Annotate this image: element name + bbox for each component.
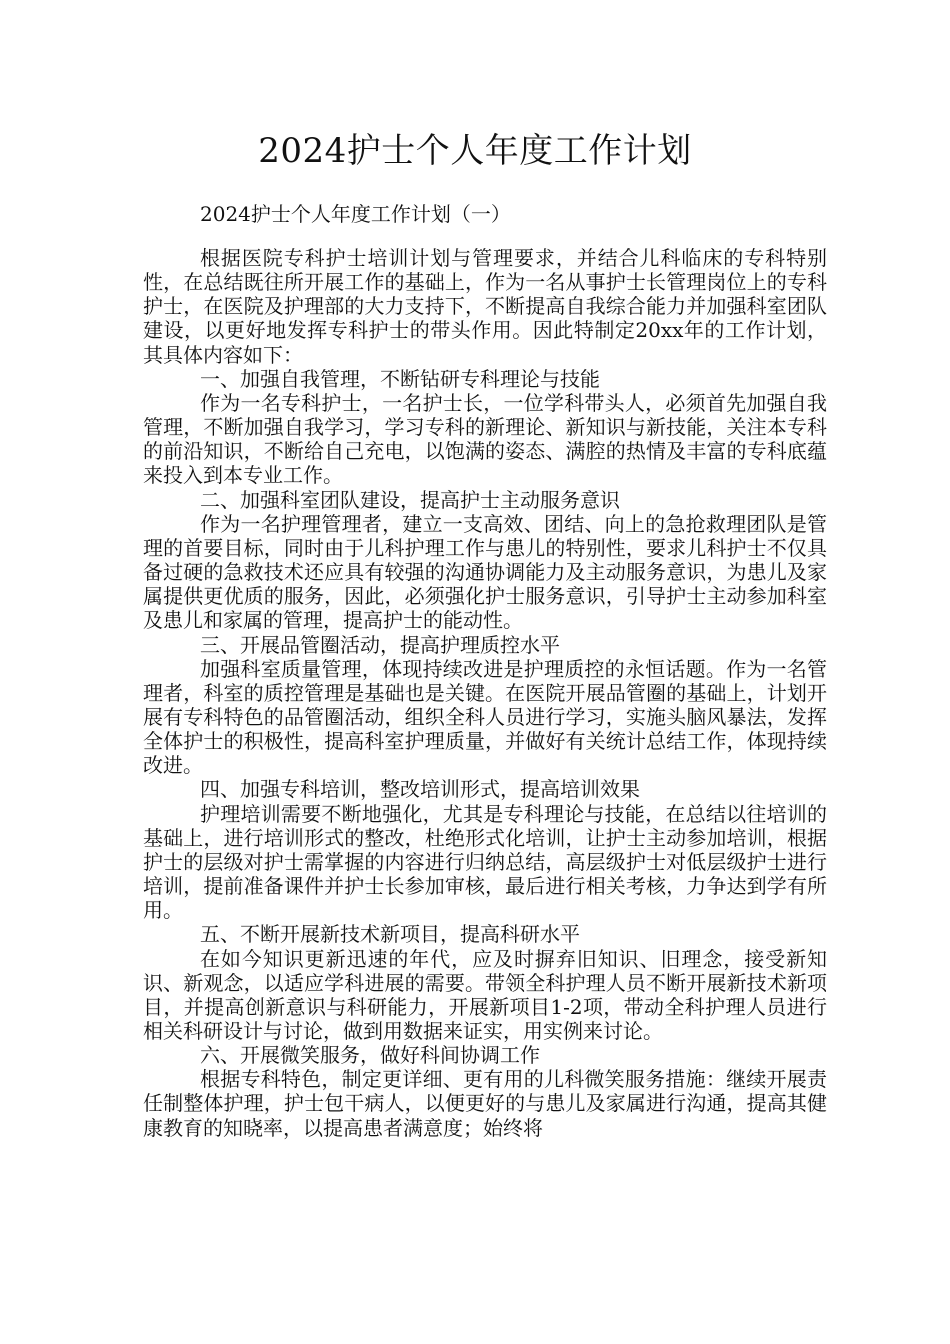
section-heading-5: 五、不断开展新技术新项目，提高科研水平 — [200, 922, 580, 947]
section-paragraph-6: 根据专科特色，制定更详细、更有用的儿科微笑服务措施：继续开展责任制整体护理，护士包干病人，以便更好的与患儿及家属进行沟通，提高其健康教育的知晓率，以提高患者满意度；始终将 — [143, 1067, 827, 1140]
section-heading-3: 三、开展品管圈活动，提高护理质控水平 — [200, 632, 560, 657]
section-paragraph-1: 作为一名专科护士，一名护士长，一位学科带头人，必须首先加强自我管理，不断加强自我学习，学习专科的新理论、新知识与新技能，关注本专科的前沿知识，不断给自己充电，以饱满的姿态、满腔的热情及丰富的专科底蕴来投入到本专业工作。 — [143, 390, 827, 488]
section-heading-1: 一、加强自我管理，不断钻研专科理论与技能 — [200, 366, 600, 391]
section-paragraph-3: 加强科室质量管理，体现持续改进是护理质控的永恒话题。作为一名管理者，科室的质控管理是基础也是关键。在医院开展品管圈的基础上，计划开展有专科特色的品管圈活动，组织全科人员进行学习，实施头脑风暴法，发挥全体护士的积极性，提高科室护理质量，并做好有关统计总结工作，体现持续改进。 — [143, 656, 827, 778]
section-heading-4: 四、加强专科培训，整改培训形式，提高培训效果 — [200, 777, 640, 802]
intro-paragraph: 根据医院专科护士培训计划与管理要求，并结合儿科临床的专科特别性，在总结既往所开展工作的基础上，作为一名从事护士长管理岗位上的专科护士，在医院及护理部的大力支持下，不断提高自我综合能力并加强科室团队建设，以更好地发挥专科护士的带头作用。因此特制定20xx年的工作计划，其具体内容如下： — [143, 246, 827, 367]
document-body — [143, 246, 827, 1140]
section-paragraph-2: 作为一名护理管理者，建立一支高效、团结、向上的急抢救理团队是管理的首要目标，同时由于儿科护理工作与患儿的特别性，要求儿科护士不仅具备过硬的急救技术还应具有较强的沟通协调能力及主动服务意识，为患儿及家属提供更优质的服务，因此，必须强化护士服务意识，引导护士主动参加科室及患儿和家属的管理，提高护士的能动性。 — [143, 511, 827, 633]
document-title: 2024护士个人年度工作计划 — [258, 131, 692, 171]
section-heading-2: 二、加强科室团队建设，提高护士主动服务意识 — [200, 487, 620, 512]
section-heading-6: 六、开展微笑服务，做好科间协调工作 — [200, 1043, 540, 1068]
section-paragraph-5: 在如今知识更新迅速的年代，应及时摒弃旧知识、旧理念，接受新知识、新观念，以适应学科进展的需要。带领全科护理人员不断开展新技术新项目，并提高创新意识与科研能力，开展新项目1-2项，带动全科护理人员进行相关科研设计与讨论，做到用数据来证实，用实例来讨论。 — [143, 946, 827, 1043]
document-subtitle: 2024护士个人年度工作计划（一） — [200, 202, 511, 226]
section-paragraph-4: 护理培训需要不断地强化，尤其是专科理论与技能，在总结以往培训的基础上，进行培训形式的整改，杜绝形式化培训，让护士主动参加培训，根据护士的层级对护士需掌握的内容进行归纳总结，高层级护士对低层级护士进行培训，提前准备课件并护士长参加审核，最后进行相关考核，力争达到学有所用。 — [143, 801, 827, 923]
